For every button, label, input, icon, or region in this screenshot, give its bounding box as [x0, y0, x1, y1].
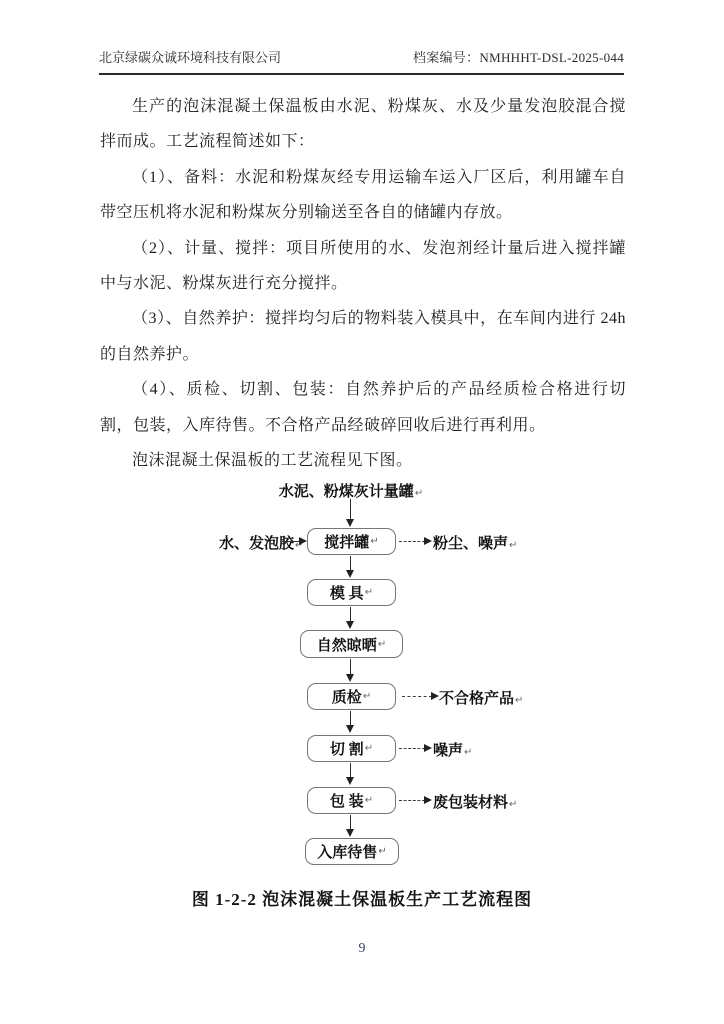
- flow-left-input-label: 水、发泡胶↵: [219, 536, 304, 552]
- flow-box-quality-check: 质检 ↵: [307, 683, 396, 710]
- return-mark-icon: ↵: [509, 540, 518, 551]
- paragraph-step-2: （2）、计量、搅拌：项目所使用的水、发泡剂经计量后进入搅拌罐中与水泥、粉煤灰进行充分搅拌。: [100, 239, 626, 293]
- down-arrow-icon: [350, 815, 351, 830]
- paragraph-step-1: （1）、备料：水泥和粉煤灰经专用运输车运入厂区后，利用罐车自带空压机将水泥和粉煤灰分别输送至各自的储罐内存放。: [100, 168, 626, 222]
- dashed-arrow-icon: [399, 748, 425, 749]
- return-mark-icon: ↵: [370, 536, 379, 547]
- down-arrow-icon: [350, 763, 351, 778]
- flow-output-rejects: 不合格产品↵: [439, 691, 524, 707]
- down-arrow-icon: [350, 711, 351, 726]
- figure-caption: 图 1-2-2 泡沫混凝土保温板生产工艺流程图: [191, 890, 533, 909]
- return-mark-icon: ↵: [364, 795, 374, 806]
- flow-output-waste-packaging: 废包装材料↵: [433, 795, 518, 811]
- file-number: 档案编号：NMHHHT-DSL-2025-044: [412, 50, 624, 65]
- company-name: 北京绿碳众诚环境科技有限公司: [99, 50, 282, 65]
- dashed-arrow-icon: [399, 800, 425, 801]
- paragraph-intro: 生产的泡沫混凝土保温板由水泥、粉煤灰、水及少量发泡胶混合搅拌而成。工艺流程简述如下：: [100, 98, 626, 151]
- flow-box-warehouse-sale: 入库待售 ↵: [305, 838, 399, 865]
- right-arrow-icon: [282, 541, 300, 542]
- down-arrow-icon: [350, 556, 351, 571]
- flow-source-label: 水泥、粉煤灰计量罐↵: [278, 484, 424, 500]
- return-mark-icon: ↵: [377, 638, 387, 650]
- return-mark-icon: ↵: [509, 799, 518, 810]
- flow-output-noise: 噪声↵: [433, 743, 473, 759]
- paragraph-step-3: （3）、自然养护：搅拌均匀后的物料装入模具中，在车间内进行 24h 的自然养护。: [100, 310, 626, 363]
- body-text: [100, 89, 626, 478]
- page-header: [99, 47, 624, 75]
- paragraph-figure-ref: 泡沫混凝土保温板的工艺流程见下图。: [132, 452, 413, 470]
- return-mark-icon: ↵: [414, 488, 424, 499]
- flow-box-cutting: 切 割 ↵: [307, 735, 396, 762]
- flow-box-packaging: 包 装 ↵: [307, 787, 396, 814]
- flow-output-dust-noise: 粉尘、噪声↵: [433, 536, 518, 552]
- flow-box-mixing-tank: 搅拌罐 ↵: [307, 528, 396, 555]
- down-arrow-icon: [350, 659, 351, 675]
- page-number: 9: [358, 941, 366, 956]
- paragraph-step-4: （4）、质检、切割、包装：自然养护后的产品经质检合格进行切割，包装，入库待售。不合格产品经破碎回收后进行再利用。: [100, 381, 626, 434]
- return-mark-icon: ↵: [362, 691, 372, 702]
- process-flowchart: [150, 477, 574, 875]
- flow-box-natural-drying: 自然晾晒 ↵: [300, 630, 403, 658]
- dashed-arrow-icon: [402, 696, 432, 697]
- return-mark-icon: ↵: [464, 747, 473, 758]
- flow-box-mold: 模 具 ↵: [307, 579, 396, 606]
- dashed-arrow-icon: [399, 541, 425, 542]
- return-mark-icon: ↵: [295, 540, 304, 551]
- return-mark-icon: ↵: [515, 695, 524, 706]
- return-mark-icon: ↵: [364, 743, 374, 754]
- return-mark-icon: ↵: [378, 846, 387, 857]
- return-mark-icon: ↵: [364, 587, 374, 598]
- down-arrow-icon: [350, 499, 351, 520]
- down-arrow-icon: [350, 607, 351, 622]
